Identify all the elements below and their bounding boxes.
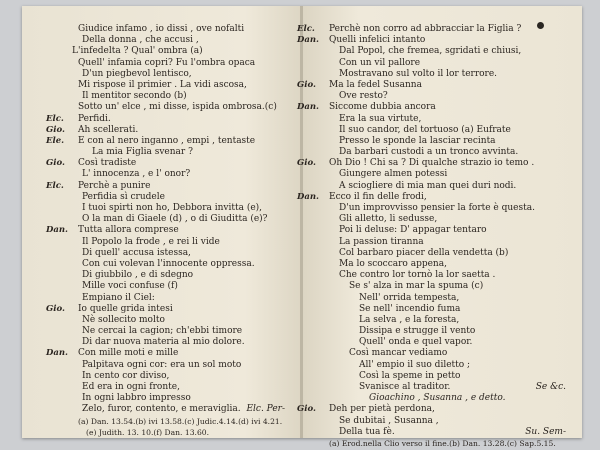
- speaker-label: Dan.: [46, 348, 69, 359]
- verse-text: Così mancar vediamo: [349, 348, 448, 359]
- text-line: [22, 102, 301, 113]
- text-line: [303, 237, 582, 248]
- text-line: [303, 91, 582, 102]
- verse-text: Gli alletto, li sedusse,: [339, 214, 438, 225]
- text-line: [303, 58, 582, 69]
- catchword: Su. Sem-: [525, 426, 566, 437]
- text-line: [22, 348, 301, 359]
- text-line: [22, 214, 301, 225]
- catchword: Elc. Per-: [246, 404, 285, 415]
- verse-text: Ne cercai la cagion; ch'ebbi timore: [82, 326, 243, 337]
- verse-text: Con mille moti e mille: [78, 348, 179, 359]
- text-line: [303, 181, 582, 192]
- text-line: [303, 382, 582, 393]
- text-line: [303, 360, 582, 371]
- verse-text: Nè sollecito molto: [82, 314, 165, 325]
- verse-text: Quelli infelici intanto: [329, 35, 426, 46]
- speaker-label: Dan.: [297, 35, 320, 46]
- text-line: [303, 259, 582, 270]
- verse-text: Se nell' incendio fuma: [359, 303, 461, 314]
- text-line: [22, 382, 301, 393]
- left-page: [22, 6, 301, 438]
- text-line: [303, 248, 582, 259]
- text-line: [22, 158, 301, 169]
- verse-text: Mi rispose il primier . La vidi ascosa,: [78, 79, 247, 90]
- verse-text: Il mentitor secondo (b): [82, 91, 187, 102]
- text-line: [22, 136, 301, 147]
- verse-text: Da barbari custodi a un tronco avvinta.: [339, 147, 519, 158]
- verse-text: Di quell' accusa istessa,: [82, 247, 191, 258]
- verse-text: Quell' onda e quel vapor.: [359, 337, 473, 348]
- speaker-label: Elc.: [46, 180, 64, 191]
- speaker-label: Gio.: [46, 303, 65, 314]
- text-line: [22, 360, 301, 371]
- text-line: [22, 46, 301, 57]
- verse-text: Deh per pietà perdona,: [329, 404, 435, 415]
- verse-text: Perchè a punire: [78, 180, 151, 191]
- text-line: [303, 427, 582, 438]
- verse-text: Così la speme in petto: [359, 370, 461, 381]
- footnote: (a) Dan. 13.54.(b) ivi 13.58.(c) Judic.4.14.(d) ivi 4.21.: [78, 416, 283, 426]
- verse-text: Con cui volevan l'innocente oppressa.: [82, 258, 255, 269]
- speaker-label: Gio.: [46, 124, 65, 135]
- verse-text: Presso le sponde la lasciar recinta: [339, 135, 496, 146]
- text-line: [303, 203, 582, 214]
- verse-text: Ah scellerati.: [78, 124, 139, 135]
- text-line: [303, 393, 582, 404]
- text-line: [303, 46, 582, 57]
- verse-text: Siccome dubbia ancora: [329, 102, 436, 113]
- text-line: [22, 181, 301, 192]
- verse-text: Quell' infamia copri? Fu l'ombra opaca: [78, 57, 256, 68]
- verse-text: La selva , e la foresta,: [359, 314, 460, 325]
- verse-text: La passion tiranna: [339, 236, 424, 247]
- text-line: [303, 69, 582, 80]
- verse-text: D'un improvvisso pensier la forte è questa.: [339, 203, 535, 213]
- text-line: [303, 293, 582, 304]
- verse-text: Della tua fè.: [339, 426, 395, 437]
- text-line: [22, 192, 301, 203]
- text-line: [22, 91, 301, 102]
- text-line: [303, 147, 582, 158]
- right-page: [297, 6, 582, 448]
- verse-text: Di dar nuova materia al mio dolore.: [82, 337, 245, 348]
- verse-text: Perchè non corro ad abbracciar la Figlia ?: [329, 24, 522, 34]
- text-line: [22, 80, 301, 91]
- text-line: [22, 315, 301, 326]
- text-line: [297, 102, 582, 113]
- text-line: [303, 315, 582, 326]
- verse-text: Oh Dio ! Chi sa ? Di qualche strazio io temo .: [329, 158, 535, 169]
- verse-text: D'un piegbevol lentisco,: [82, 68, 192, 79]
- verse-text: Era la sua virtute,: [339, 113, 422, 124]
- verse-text: O la man di Giaele (d) , o di Giuditta (e)?: [82, 214, 268, 225]
- speaker-label: Ele.: [46, 135, 65, 146]
- text-line: [303, 416, 582, 427]
- text-line: [22, 293, 301, 304]
- right-page-text: [297, 24, 582, 449]
- speaker-label: Dan.: [297, 191, 320, 202]
- speaker-label: Gio.: [297, 404, 316, 415]
- verse-text: Dissipa e strugge il vento: [359, 326, 476, 337]
- text-line: [303, 371, 582, 382]
- catchword: Se &c.: [535, 382, 566, 392]
- text-line: [22, 225, 301, 236]
- text-line: [22, 24, 301, 35]
- verse-text: Sotto un' elce , mi disse, ispida ombrosa.(c): [78, 102, 277, 113]
- verse-text: Di giubbilo , e di sdegno: [82, 270, 194, 281]
- text-line: [303, 304, 582, 315]
- verse-text: L' innocenza , e l' onor?: [82, 169, 191, 180]
- text-line: [22, 427, 301, 438]
- footnote: (a) Erod.nella Clio verso il fine.(b) Dan. 13.28.(c) Sap.5.15.: [329, 438, 556, 448]
- verse-text: Col barbaro piacer della vendetta (b): [339, 247, 509, 258]
- text-line: [22, 259, 301, 270]
- verse-text: Il suo candor, del tortuoso (a) Eufrate: [339, 124, 511, 135]
- verse-text: Ed era in ogni fronte,: [82, 382, 180, 392]
- text-line: [303, 214, 582, 225]
- text-line: [303, 281, 582, 292]
- text-line: [22, 326, 301, 337]
- verse-text: Perfidia sì crudele: [82, 191, 165, 202]
- text-line: [22, 58, 301, 69]
- text-line: [297, 404, 582, 415]
- text-line: [22, 416, 301, 427]
- text-line: [303, 125, 582, 136]
- speaker-label: Dan.: [46, 225, 69, 236]
- verse-text: Così tradiste: [78, 158, 137, 169]
- text-line: [297, 158, 582, 169]
- verse-text: I tuoi spirti non ho, Debbora invitta (e),: [82, 203, 263, 213]
- verse-text: Con un vil pallore: [339, 57, 421, 68]
- text-line: [297, 79, 582, 91]
- text-line: [22, 393, 301, 404]
- text-line: [22, 169, 301, 180]
- verse-text: In cento cor diviso,: [82, 370, 170, 381]
- verse-text: La mia Figlia svenar ?: [92, 147, 193, 158]
- verse-text: Della donna , che accusi ,: [82, 35, 199, 46]
- text-line: [303, 337, 582, 348]
- verse-text: Ecco il fin delle frodi,: [329, 191, 427, 202]
- verse-text: All' empio il suo diletto ;: [359, 359, 471, 370]
- footnote: (e) Judith. 13. 10.(f) Dan. 13.60.: [86, 427, 210, 437]
- text-line: [22, 125, 301, 136]
- text-line: [22, 35, 301, 46]
- speaker-label: Elc.: [46, 113, 64, 124]
- verse-text: Ma la fedel Susanna: [329, 79, 422, 90]
- text-line: [22, 248, 301, 259]
- speaker-label: Dan.: [297, 102, 320, 113]
- text-line: [297, 35, 582, 46]
- text-line: [22, 304, 301, 315]
- verse-text: Ma lo scoccaro appena,: [339, 258, 447, 269]
- text-line: [303, 169, 582, 180]
- text-line: [303, 114, 582, 125]
- open-book: [22, 6, 582, 448]
- verse-text: Se dubitai , Susanna ,: [339, 415, 439, 426]
- text-line: [297, 24, 582, 35]
- verse-text: Dal Popol, che fremea, sgridati e chiusi,: [339, 46, 522, 57]
- text-line: [303, 225, 582, 236]
- text-line: [22, 147, 301, 158]
- verse-text: Zelo, furor, contento, e meraviglia.: [82, 404, 241, 415]
- text-line: [22, 114, 301, 125]
- text-line: [297, 191, 582, 203]
- text-line: [303, 348, 582, 359]
- verse-text: Nell' orrida tempesta,: [359, 292, 460, 303]
- text-line: [22, 281, 301, 292]
- verse-text: Empiano il Ciel:: [82, 292, 155, 303]
- text-line: [22, 69, 301, 80]
- verse-text: Mostravano sul volto il lor terrore.: [339, 68, 498, 79]
- text-line: [22, 203, 301, 214]
- verse-text: Mille voci confuse (f): [82, 281, 178, 292]
- text-line: [303, 326, 582, 337]
- verse-text: Giudice infamo , io dissi , ove nofalti: [78, 24, 245, 34]
- text-line: [303, 438, 582, 449]
- verse-text: Giungere almen potessi: [339, 169, 448, 180]
- speaker-label: Elc.: [297, 24, 315, 34]
- verse-text: E con al nero inganno , empi , tentaste: [78, 135, 256, 146]
- verse-text: Io quelle grida intesi: [78, 303, 173, 314]
- verse-text: Il Popolo la frode , e rei li vide: [82, 236, 220, 247]
- verse-text: Gioachino , Susanna , e detto.: [369, 393, 506, 404]
- verse-text: Poi li deluse: D' appagar tentaro: [339, 225, 487, 236]
- verse-text: Se s' alza in mar la spuma (c): [349, 281, 484, 292]
- speaker-label: Gio.: [297, 158, 316, 169]
- text-line: [22, 270, 301, 281]
- verse-text: Perfidi.: [78, 113, 111, 124]
- verse-text: A sciogliere di mia man quei duri nodi.: [339, 180, 517, 191]
- text-line: [303, 136, 582, 147]
- speaker-label: Gio.: [46, 158, 65, 169]
- text-line: [22, 237, 301, 248]
- verse-text: In ogni labbro impresso: [82, 393, 191, 404]
- text-line: [22, 337, 301, 348]
- verse-text: Ove resto?: [339, 91, 388, 102]
- verse-text: Palpitava ogni cor: era un sol moto: [82, 359, 242, 370]
- left-page-text: [22, 24, 301, 438]
- text-line: [22, 371, 301, 382]
- verse-text: Tutta allora comprese: [78, 225, 179, 236]
- text-line: [303, 270, 582, 281]
- text-line: [22, 404, 301, 415]
- verse-text: Svanisce al traditor.: [359, 382, 451, 392]
- verse-text: Che contro lor tornò la lor saetta .: [339, 270, 496, 281]
- speaker-label: Gio.: [297, 79, 316, 90]
- verse-text: L'infedelta ? Qual' ombra (a): [72, 46, 203, 57]
